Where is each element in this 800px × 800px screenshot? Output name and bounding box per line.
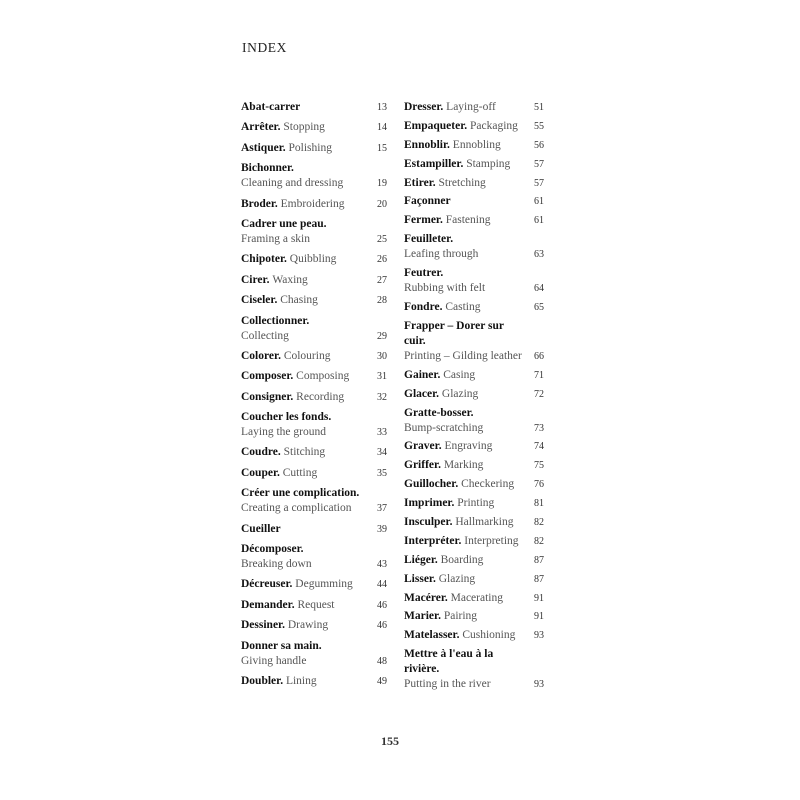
entry-page: 61	[534, 196, 544, 208]
index-entry	[404, 138, 544, 153]
entry-translation: Framing a skin	[241, 232, 310, 245]
entry-separator: .	[266, 273, 273, 286]
entry-separator: .	[291, 598, 298, 611]
entry-separator: .	[274, 197, 281, 210]
entry-term: Créer une complication.	[241, 487, 360, 500]
entry-translation: Checkering	[461, 478, 515, 491]
entry-translation: Hallmarking	[455, 516, 514, 529]
entry-separator: .	[432, 176, 439, 189]
entry-translation: Creating a complication	[241, 502, 352, 515]
index-entry	[241, 445, 387, 460]
entry-page: 15	[377, 142, 387, 154]
entry-separator: .	[284, 253, 290, 266]
entry-translation: Laying the ground	[241, 426, 326, 439]
index-entry	[241, 410, 387, 440]
index-entry	[241, 349, 387, 364]
index-entry	[241, 100, 387, 115]
entry-term: Doubler	[241, 674, 281, 687]
index-entry	[241, 161, 387, 191]
entry-translation: Engraving	[444, 440, 493, 453]
entry-page: 87	[534, 554, 544, 566]
entry-term: Liéger	[404, 553, 435, 566]
entry-page: 28	[377, 295, 387, 307]
entry-translation: Collecting	[241, 329, 289, 342]
entry-term: Graver	[404, 440, 439, 453]
page-title: INDEX	[242, 40, 287, 55]
entry-separator: .	[432, 572, 439, 585]
entry-translation: Bump-scratching	[404, 421, 484, 434]
index-entry	[404, 300, 544, 315]
index-column-left	[241, 100, 387, 694]
entry-translation: Drawing	[287, 619, 329, 632]
entry-page: 57	[534, 177, 544, 189]
entry-translation: Waxing	[272, 273, 308, 286]
index-entry	[241, 674, 387, 689]
index-entry	[241, 314, 387, 344]
entry-term: Feuilleter.	[404, 233, 454, 246]
entry-separator: .	[439, 214, 446, 227]
entry-term: Ennoblir	[404, 138, 448, 151]
index-entry	[241, 217, 387, 247]
index-column-right	[404, 100, 544, 696]
entry-page: 82	[534, 535, 544, 547]
entry-page: 71	[534, 369, 544, 381]
index-entry	[404, 458, 544, 473]
entry-page: 13	[377, 102, 387, 113]
index-entry	[241, 141, 387, 156]
index-entry	[404, 477, 544, 492]
entry-translation: Glazing	[441, 387, 479, 400]
index-entry	[241, 542, 387, 572]
index-entry	[404, 609, 544, 624]
index-entry	[241, 369, 387, 384]
entry-separator: .	[274, 294, 281, 307]
entry-translation: Pairing	[443, 610, 478, 623]
entry-separator: .	[458, 534, 465, 547]
entry-page: 14	[377, 122, 387, 134]
entry-translation: Putting in the river	[404, 678, 491, 691]
index-entry	[241, 618, 387, 633]
entry-separator: .	[282, 619, 288, 632]
index-entry	[404, 553, 544, 568]
index-entry	[404, 232, 544, 262]
entry-page: 25	[377, 233, 387, 245]
entry-page: 63	[534, 249, 544, 261]
entry-term: Dessiner	[241, 619, 283, 632]
entry-page: 19	[377, 178, 387, 190]
entry-page: 37	[377, 503, 387, 515]
entry-separator: .	[451, 497, 458, 510]
entry-term: Bichonner.	[241, 162, 294, 175]
entry-translation: Glazing	[438, 572, 476, 585]
entry-separator: .	[437, 368, 444, 381]
entry-term: Griffer	[404, 459, 439, 472]
entry-page: 82	[534, 517, 544, 529]
index-entry	[404, 647, 544, 692]
index-entry	[404, 266, 544, 296]
entry-translation: Lining	[285, 674, 317, 687]
entry-term: Etirer	[404, 176, 433, 189]
entry-term: Interpréter	[404, 534, 459, 547]
entry-translation: Stamping	[466, 157, 511, 170]
entry-translation: Breaking down	[241, 558, 312, 571]
entry-term: Fondre	[404, 301, 440, 314]
index-entry	[241, 293, 387, 308]
entry-page: 56	[534, 139, 544, 151]
index-entry	[404, 628, 544, 643]
entry-term: Mettre à l'eau à la rivière.	[404, 648, 494, 676]
entry-separator: .	[280, 674, 286, 687]
entry-page: 35	[377, 467, 387, 479]
entry-page: 66	[534, 350, 544, 362]
entry-translation: Cushioning	[462, 629, 516, 642]
entry-page: 31	[377, 371, 387, 383]
entry-term: Arrêter	[241, 121, 278, 134]
entry-translation: Request	[297, 598, 335, 611]
entry-separator: .	[449, 516, 456, 529]
entry-term: Façonner	[404, 195, 451, 208]
entry-term: Insculper	[404, 516, 450, 529]
entry-separator: .	[277, 466, 283, 479]
entry-translation: Colouring	[283, 349, 331, 362]
index-entry	[404, 406, 544, 436]
index-entry	[241, 197, 387, 212]
entry-page: 61	[534, 215, 544, 227]
entry-term: Macérer	[404, 591, 445, 604]
entry-page: 64	[534, 283, 544, 295]
entry-separator: .	[438, 610, 444, 623]
entry-translation: Cleaning and dressing	[241, 177, 344, 190]
entry-translation: Cutting	[282, 466, 318, 479]
entry-term: Chipoter	[241, 253, 285, 266]
index-entry	[404, 213, 544, 228]
entry-translation: Chasing	[280, 294, 318, 307]
entry-translation: Fastening	[445, 214, 491, 227]
entry-page: 75	[534, 460, 544, 472]
entry-page: 51	[534, 102, 544, 113]
entry-page: 33	[377, 427, 387, 439]
entry-page: 73	[534, 422, 544, 434]
index-entry	[241, 273, 387, 288]
index-entry	[241, 598, 387, 613]
entry-separator: .	[290, 370, 297, 383]
index-entry	[404, 119, 544, 134]
index-entry	[404, 591, 544, 606]
entry-page: 43	[377, 559, 387, 571]
entry-term: Empaqueter	[404, 119, 465, 132]
entry-translation: Casting	[445, 301, 481, 314]
entry-translation: Macerating	[450, 591, 503, 604]
entry-separator: .	[282, 141, 289, 154]
index-entry	[404, 100, 544, 115]
index-entry	[404, 496, 544, 511]
entry-page: 30	[377, 350, 387, 362]
entry-term: Couper	[241, 466, 277, 479]
index-entry	[241, 466, 387, 481]
entry-term: Décreuser	[241, 578, 290, 591]
entry-separator: .	[290, 390, 297, 403]
entry-separator: .	[455, 478, 462, 491]
index-entry	[404, 439, 544, 454]
entry-page: 26	[377, 254, 387, 266]
entry-term: Ciseler	[241, 294, 275, 307]
index-entry	[241, 639, 387, 669]
entry-translation: Degumming	[295, 578, 353, 591]
entry-page: 55	[534, 120, 544, 132]
index-entry	[241, 390, 387, 405]
entry-term: Fermer	[404, 214, 440, 227]
entry-translation: Marking	[443, 459, 484, 472]
entry-separator: .	[438, 459, 444, 472]
entry-term: Broder	[241, 197, 275, 210]
entry-term: Coucher les fonds.	[241, 411, 332, 424]
entry-translation: Printing – Gilding leather	[404, 349, 522, 362]
entry-translation: Printing	[457, 497, 495, 510]
entry-term: Astiquer	[241, 141, 283, 154]
entry-separator: .	[438, 440, 445, 453]
entry-page: 48	[377, 655, 387, 667]
entry-page: 46	[377, 620, 387, 632]
entry-separator: .	[464, 119, 471, 132]
entry-translation: Stitching	[283, 446, 326, 459]
index-entry	[241, 120, 387, 135]
entry-page: 93	[534, 679, 544, 691]
entry-page: 20	[377, 198, 387, 210]
entry-page: 91	[534, 611, 544, 623]
entry-term: Décomposer.	[241, 543, 304, 556]
entry-term: Lisser	[404, 572, 433, 585]
entry-term: Dresser	[404, 101, 441, 113]
entry-separator: .	[444, 591, 451, 604]
index-entry	[404, 368, 544, 383]
entry-term: Consigner	[241, 390, 291, 403]
entry-term: Collectionner.	[241, 314, 310, 327]
entry-separator: .	[440, 101, 447, 113]
entry-page: 91	[534, 592, 544, 604]
entry-separator: .	[447, 138, 453, 151]
entry-translation: Laying-off	[446, 101, 496, 113]
index-entry	[404, 534, 544, 549]
entry-term: Gratte-bosser.	[404, 406, 474, 419]
index-entry	[404, 157, 544, 172]
entry-page: 72	[534, 388, 544, 400]
page-number: 155	[381, 734, 399, 748]
entry-term: Feutrer.	[404, 267, 444, 280]
entry-page: 74	[534, 441, 544, 453]
entry-page: 46	[377, 599, 387, 611]
index-entry	[404, 319, 544, 364]
entry-term: Frapper – Dorer sur cuir.	[404, 319, 504, 347]
entry-page: 87	[534, 573, 544, 585]
entry-term: Glacer	[404, 387, 437, 400]
entry-page: 27	[377, 274, 387, 286]
index-entry	[241, 486, 387, 516]
entry-term: Coudre	[241, 446, 278, 459]
entry-translation: Leafing through	[404, 248, 479, 261]
entry-page: 29	[377, 330, 387, 342]
entry-term: Guillocher	[404, 478, 456, 491]
entry-term: Imprimer	[404, 497, 452, 510]
entry-page: 81	[534, 498, 544, 510]
entry-translation: Embroidering	[280, 197, 345, 210]
entry-translation: Stopping	[283, 121, 325, 134]
entry-term: Marier	[404, 610, 439, 623]
index-entry	[404, 194, 544, 209]
entry-page: 32	[377, 391, 387, 403]
entry-term: Matelasser	[404, 629, 457, 642]
entry-translation: Quibbling	[289, 253, 337, 266]
entry-separator: .	[460, 157, 467, 170]
entry-term: Donner sa main.	[241, 639, 322, 652]
entry-page: 65	[534, 302, 544, 314]
entry-term: Demander	[241, 598, 292, 611]
entry-separator: .	[439, 301, 446, 314]
entry-separator: .	[436, 387, 442, 400]
entry-translation: Stretching	[438, 176, 486, 189]
entry-separator: .	[434, 553, 441, 566]
entry-separator: .	[289, 578, 296, 591]
entry-term: Estampiller	[404, 157, 461, 170]
entry-translation: Interpreting	[464, 534, 519, 547]
entry-page: 76	[534, 479, 544, 491]
entry-separator: .	[278, 349, 284, 362]
entry-translation: Boarding	[440, 553, 484, 566]
entry-page: 39	[377, 523, 387, 535]
index-entry	[404, 176, 544, 191]
entry-separator: .	[277, 446, 284, 459]
entry-page: 57	[534, 158, 544, 170]
entry-page: 93	[534, 630, 544, 642]
entry-separator: .	[456, 629, 463, 642]
index-entry	[404, 572, 544, 587]
entry-translation: Packaging	[470, 119, 518, 132]
entry-translation: Casing	[443, 368, 476, 381]
entry-term: Gainer	[404, 368, 438, 381]
entry-page: 44	[377, 579, 387, 591]
entry-translation: Rubbing with felt	[404, 282, 486, 295]
index-entry	[241, 522, 387, 537]
entry-translation: Recording	[296, 390, 345, 403]
entry-term: Cirer	[241, 273, 267, 286]
entry-page: 49	[377, 675, 387, 687]
index-entry	[404, 515, 544, 530]
entry-term: Cadrer une peau.	[241, 217, 327, 230]
entry-translation: Composing	[296, 370, 350, 383]
entry-term: Composer	[241, 370, 291, 383]
index-entry	[241, 252, 387, 267]
entry-translation: Giving handle	[241, 654, 307, 667]
index-entry	[404, 387, 544, 402]
entry-term: Cueiller	[241, 522, 281, 535]
entry-translation: Polishing	[288, 141, 332, 154]
entry-separator: .	[277, 121, 284, 134]
entry-term: Abat-carrer	[241, 101, 301, 113]
entry-page: 34	[377, 447, 387, 459]
entry-translation: Ennobling	[452, 138, 501, 151]
entry-term: Colorer	[241, 349, 279, 362]
index-entry	[241, 577, 387, 592]
